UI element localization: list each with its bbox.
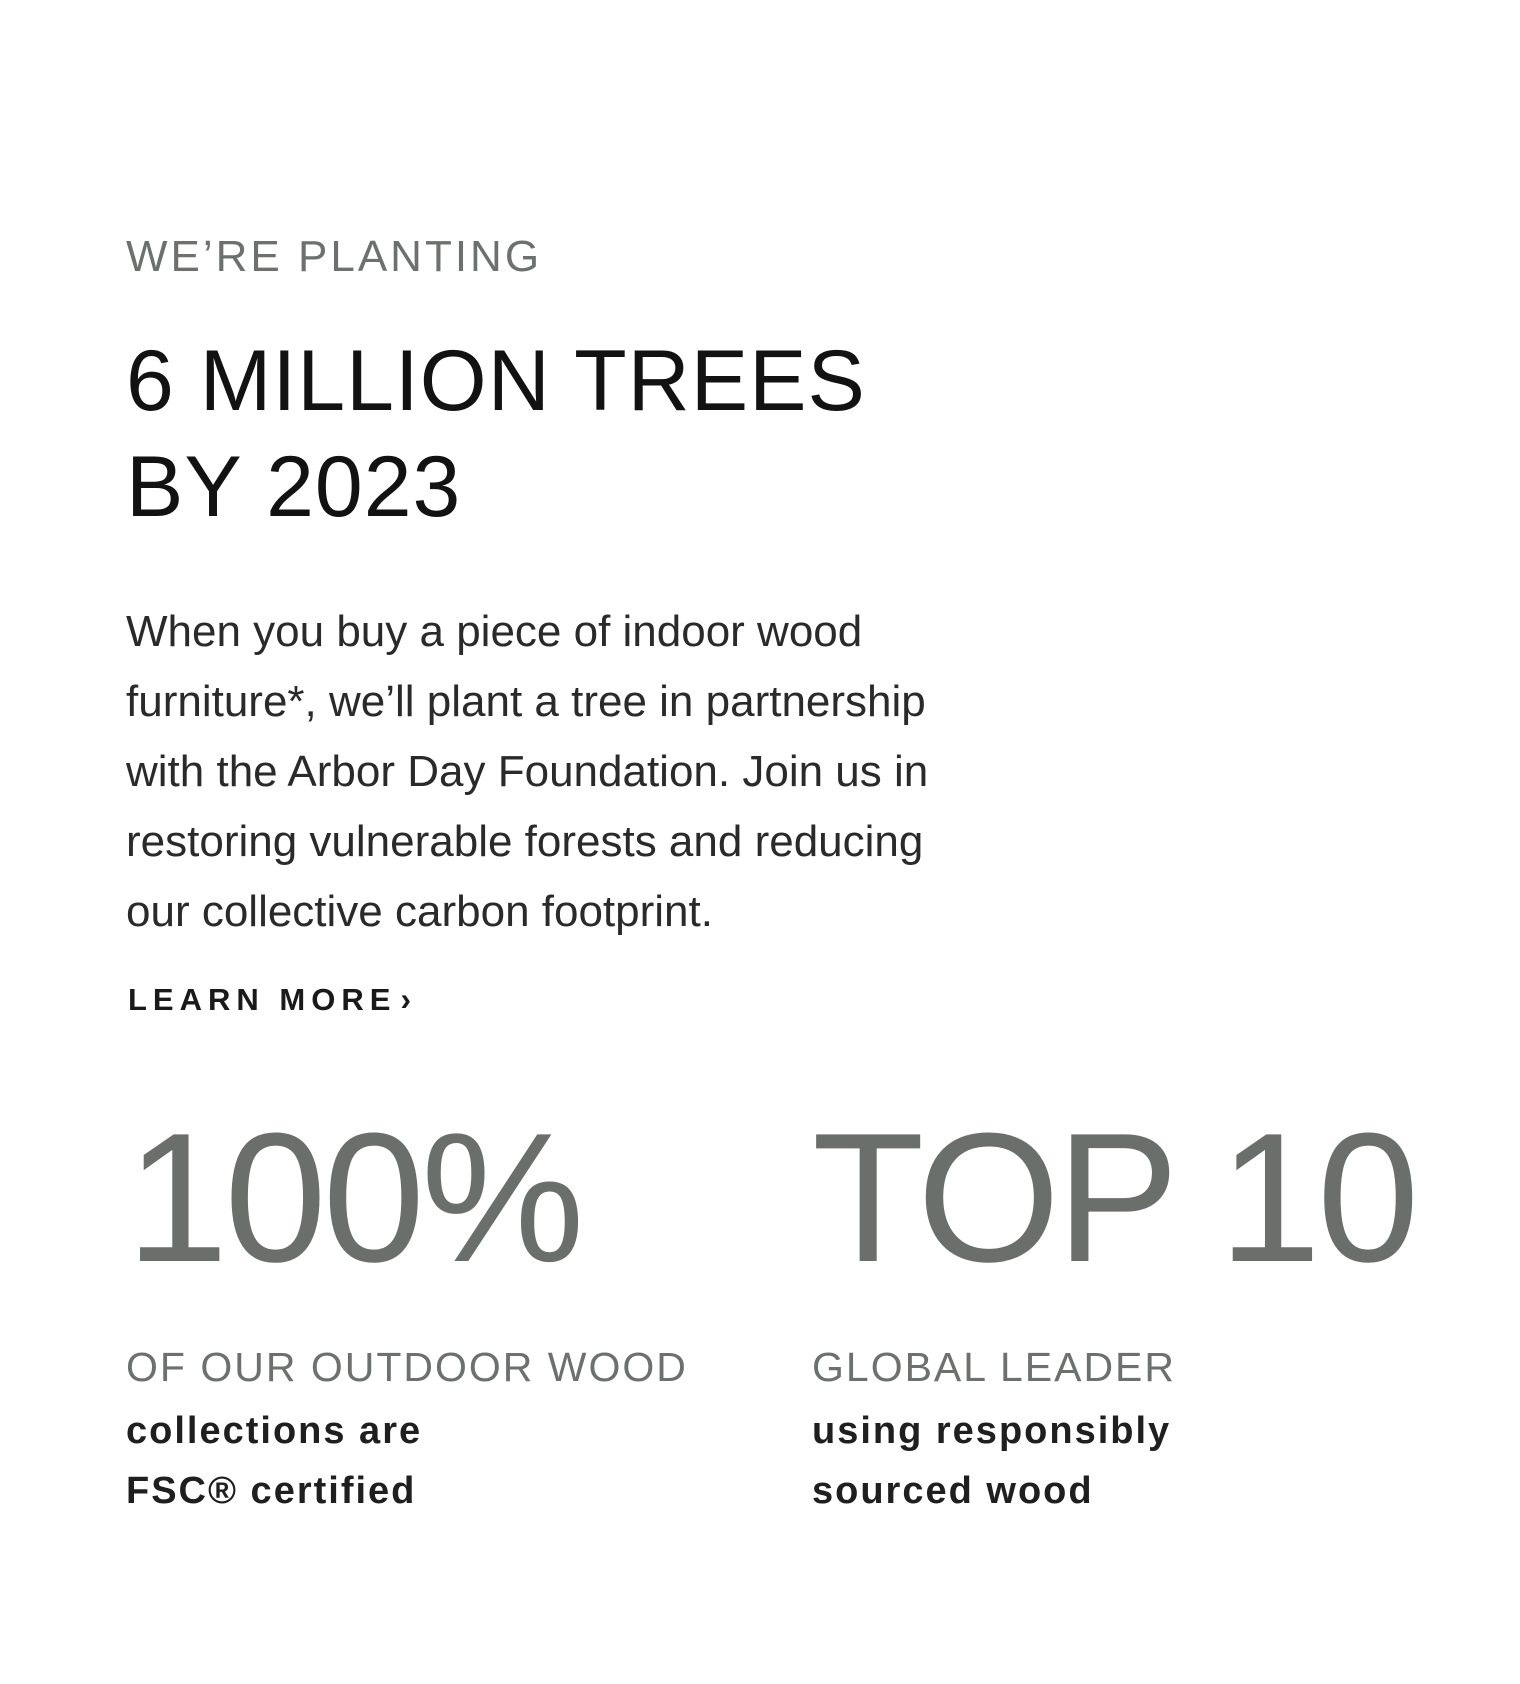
description-line-4: restoring vulnerable forests and reducing xyxy=(126,817,924,866)
learn-more-link[interactable] xyxy=(128,981,411,1018)
stat-global-leader xyxy=(812,1094,1416,1521)
page-title xyxy=(126,328,866,540)
stat-description xyxy=(812,1401,1415,1521)
description-line-5: our collective carbon footprint. xyxy=(126,887,713,936)
stat-description-line-2: sourced wood xyxy=(812,1470,1094,1512)
stat-label: OF OUR OUTDOOR WOOD xyxy=(126,1344,688,1390)
description-line-1: When you buy a piece of indoor wood xyxy=(126,607,863,656)
stat-description xyxy=(126,1401,688,1521)
stat-description-line-1: collections are xyxy=(126,1410,423,1452)
stat-description-line-2: FSC® certified xyxy=(126,1470,417,1512)
description-line-2: furniture*, we’ll plant a tree in partnership xyxy=(126,677,926,726)
headline-line-2: BY 2023 xyxy=(126,439,462,535)
description-paragraph xyxy=(126,597,1106,947)
stat-label: GLOBAL LEADER xyxy=(812,1344,1177,1390)
description-line-3: with the Arbor Day Foundation. Join us in xyxy=(126,747,929,796)
stat-value: 100% xyxy=(126,1094,581,1300)
chevron-right-icon: › xyxy=(400,981,412,1017)
stat-fsc-certified xyxy=(126,1094,688,1521)
learn-more-label: LEARN MORE xyxy=(128,981,397,1017)
stat-value: TOP 10 xyxy=(812,1094,1416,1300)
headline-line-1: 6 MILLION TREES xyxy=(126,333,866,429)
stat-description-line-1: using responsibly xyxy=(812,1410,1172,1452)
eyebrow-text: WE’RE PLANTING xyxy=(126,232,543,281)
